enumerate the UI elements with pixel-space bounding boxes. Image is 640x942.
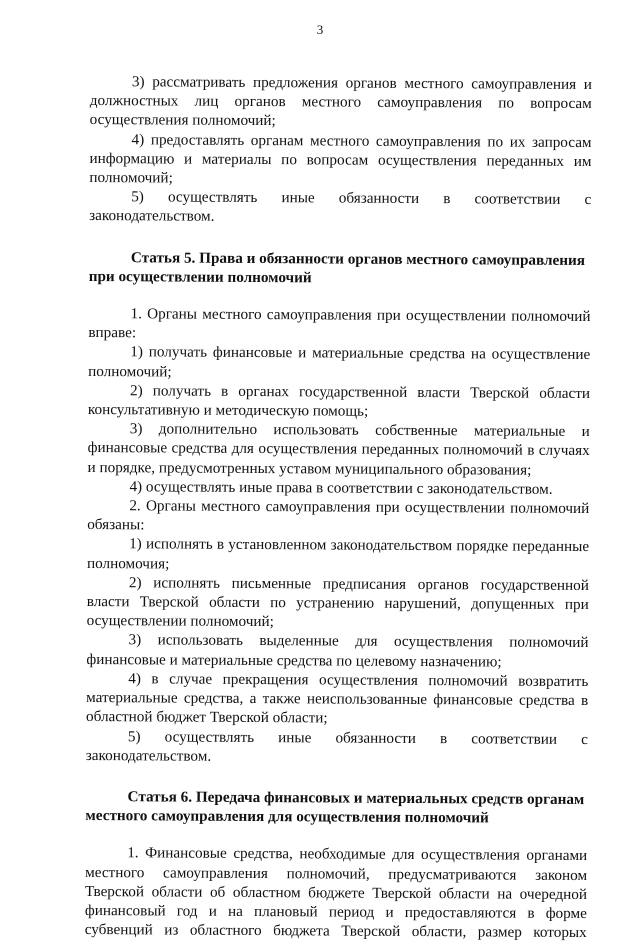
paragraph: 1) исполнять в установленном законодательством порядке переданные полномочия; [86, 535, 590, 573]
paragraph: 1) получать финансовые и материальные средства на осуществление полномочий; [88, 343, 591, 381]
paragraph: 4) в случае прекращения осуществления полномочий возвратить материальные средства, а также неиспользованные финансовые средства в областной бюджет Тверской области; [86, 670, 589, 727]
paragraph: 4) осуществлять иные права в соответствии с законодательством. [129, 478, 553, 498]
obligations-continuation [89, 72, 592, 229]
article-6 [85, 787, 588, 942]
article-heading: Статья 5. Права и обязанности органов местного самоуправления при осуществлении полномочий [88, 248, 586, 287]
paragraph: 4) предоставлять органам местного самоуправления по их запросам информацию и материалы по вопросам осуществления переданных им полномочий; [89, 130, 592, 187]
document-body [85, 72, 592, 942]
paragraph: 3) дополнительно использовать собственные материальные и финансовые средства для осуществления переданных полномочий в случаях и порядке, предусмотренных уставом муниципального образования; [87, 420, 590, 479]
paragraph: 2) исполнять письменные предписания органов государственной власти Тверской области по устранению нарушений, допущенных при осуществлении полномочий; [86, 574, 589, 631]
page-number: 3 [316, 22, 324, 37]
paragraph: 5) осуществлять иные обязанности в соответствии с законодательством. [85, 727, 588, 765]
paragraph: 3) рассматривать предложения органов местного самоуправления и должностных лиц органов местного самоуправления по вопросам осуществления полномочий; [89, 73, 592, 130]
article-5 [86, 248, 591, 768]
paragraph: 1. Органы местного самоуправления при осуществлении полномочий вправе: [88, 305, 591, 342]
paragraph: 3) использовать выделенные для осуществления полномочий финансовые и материальные средства по целевому назначению; [86, 631, 589, 671]
paragraph: 1. Финансовые средства, необходимые для осуществления органами местного самоуправления полномочий, предусматриваются законом Тверской области об областном бюджете Тверской области на очередной финансовый год и на плановый период и предоставляются в форме субвенций из областного бюджета Тверской области, размер которых [84, 844, 588, 942]
paragraph: 2) получать в органах государственной власти Тверской области консультативную и методическую помощь; [87, 382, 591, 420]
paragraph: 5) осуществлять иные обязанности в соответствии с законодательством. [89, 188, 592, 226]
article-heading: Статья 6. Передача финансовых и материальных средств органам местного самоуправления для осуществления полномочий [85, 788, 585, 827]
paragraph: 2. Органы местного самоуправления при осуществлении полномочий обязаны: [87, 497, 590, 534]
